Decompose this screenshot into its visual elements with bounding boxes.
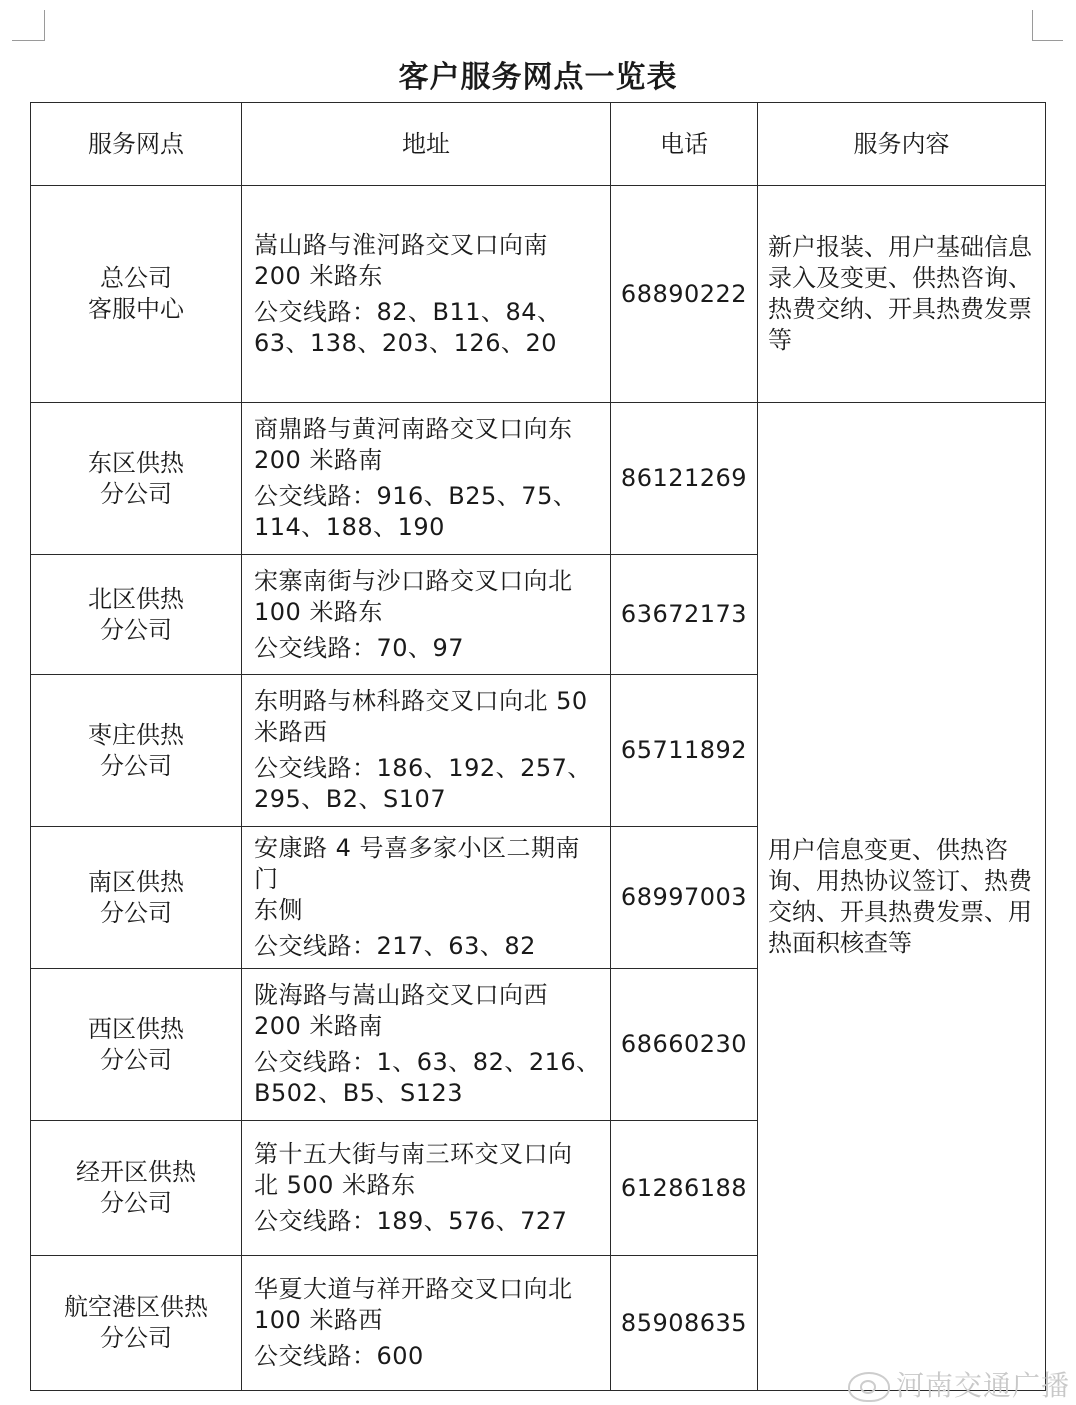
site-cell: 经开区供热 分公司 [31, 1121, 242, 1256]
address-cell: 东明路与林科路交叉口向北 50 米路西 公交线路：186、192、257、295、B2、S107 [242, 675, 611, 827]
site-cell: 航空港区供热 分公司 [31, 1256, 242, 1391]
site-cell: 北区供热 分公司 [31, 555, 242, 675]
address-cell: 宋寨南街与沙口路交叉口向北 100 米路东 公交线路：70、97 [242, 555, 611, 675]
header-address: 地址 [242, 103, 611, 186]
phone-cell: 68997003 [611, 827, 758, 969]
service-cell-branches: 用户信息变更、供热咨询、用热协议签订、热费交纳、开具热费发票、用热面积核查等 [758, 403, 1046, 1391]
phone-cell: 63672173 [611, 555, 758, 675]
crop-mark-top-right [1032, 10, 1063, 41]
header-service: 服务内容 [758, 103, 1046, 186]
site-cell: 东区供热 分公司 [31, 403, 242, 555]
document-title: 客户服务网点一览表 [398, 60, 678, 95]
header-site: 服务网点 [31, 103, 242, 186]
address-cell: 安康路 4 号喜多家小区二期南门 东侧 公交线路：217、63、82 [242, 827, 611, 969]
address-cell: 华夏大道与祥开路交叉口向北 100 米路西 公交线路：600 [242, 1256, 611, 1391]
service-outlets-table [30, 102, 1046, 1391]
watermark [848, 1364, 1070, 1404]
address-cell: 商鼎路与黄河南路交叉口向东 200 米路南 公交线路：916、B25、75、114、188、190 [242, 403, 611, 555]
phone-cell: 61286188 [611, 1121, 758, 1256]
crop-mark-top-left [12, 10, 45, 41]
address-cell: 陇海路与嵩山路交叉口向西 200 米路南 公交线路：1、63、82、216、B502、B5、S123 [242, 969, 611, 1121]
address-cell: 第十五大街与南三环交叉口向 北 500 米路东 公交线路：189、576、727 [242, 1121, 611, 1256]
table-header-row [31, 103, 1046, 186]
phone-cell: 86121269 [611, 403, 758, 555]
header-phone: 电话 [611, 103, 758, 186]
table-row [31, 186, 1046, 403]
address-cell: 嵩山路与淮河路交叉口向南 200 米路东 公交线路：82、B11、84、63、138、203、126、20 [242, 186, 611, 403]
phone-cell: 85908635 [611, 1256, 758, 1391]
service-cell-head-office: 新户报装、用户基础信息录入及变更、供热咨询、热费交纳、开具热费发票等 [758, 186, 1046, 403]
watermark-text: 河南交通广播 [896, 1369, 1071, 1402]
phone-cell: 65711892 [611, 675, 758, 827]
weibo-icon [848, 1372, 890, 1402]
table-row [31, 403, 1046, 555]
site-cell: 西区供热 分公司 [31, 969, 242, 1121]
phone-cell: 68890222 [611, 186, 758, 403]
site-cell: 枣庄供热 分公司 [31, 675, 242, 827]
site-cell: 总公司 客服中心 [31, 186, 242, 403]
phone-cell: 68660230 [611, 969, 758, 1121]
site-cell: 南区供热 分公司 [31, 827, 242, 969]
